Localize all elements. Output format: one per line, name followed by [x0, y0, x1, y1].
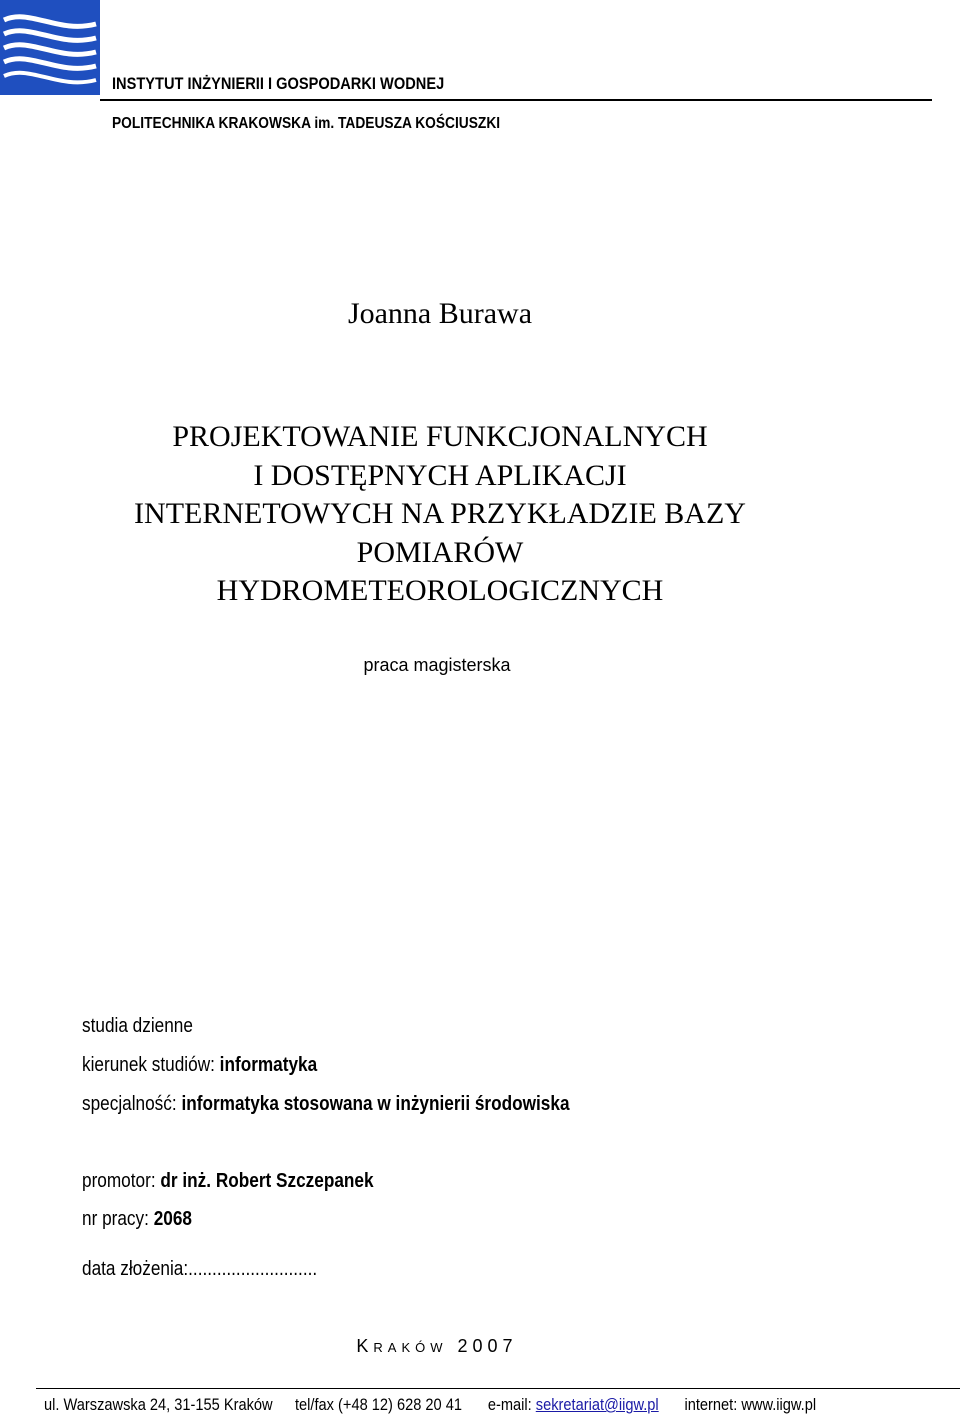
author-name: Joanna Burawa [347, 297, 533, 330]
thesis-type: praca magisterska [363, 655, 511, 675]
city-year: Kraków 2007 [356, 1336, 518, 1356]
footer-address: ul. Warszawska 24, 31-155 Kraków [44, 1395, 273, 1414]
supervisor-value: dr inż. Robert Szczepanek [160, 1170, 374, 1192]
institute-name: INSTYTUT INŻYNIERII I GOSPODARKI WODNEJ [112, 74, 445, 93]
title-line: I DOSTĘPNYCH APLIKACJI [253, 458, 627, 492]
institute-wave-logo-icon [0, 0, 100, 95]
footer-email-label: e-mail: [487, 1395, 532, 1414]
title-line: HYDROMETEOROLOGICZNYCH [216, 574, 664, 607]
wave-logo-graphic [0, 0, 100, 95]
header-divider [100, 99, 932, 101]
specialty [82, 1093, 570, 1116]
thesis-number-label: nr pracy: [82, 1208, 149, 1230]
field-of-study [82, 1054, 317, 1077]
title-line: INTERNETOWYCH NA PRZYKŁADZIE BAZY [134, 497, 746, 530]
submission-value: ........................... [188, 1258, 318, 1280]
university-name: POLITECHNIKA KRAKOWSKA im. TADEUSZA KOŚCIUSZKI [112, 115, 501, 132]
title-line: POMIARÓW [356, 535, 524, 569]
title-line: PROJEKTOWANIE FUNKCJONALNYCH [172, 420, 708, 453]
thesis-number [82, 1208, 192, 1231]
field-label: kierunek studiów: [82, 1054, 215, 1076]
supervisor [82, 1170, 374, 1193]
thesis-title [0, 418, 880, 611]
specialty-label: specjalność: [82, 1093, 177, 1115]
study-mode: studia dzienne [82, 1015, 193, 1037]
footer-email-link[interactable]: sekretariat@iigw.pl [535, 1395, 659, 1414]
footer-internet: internet: www.iigw.pl [684, 1395, 817, 1414]
specialty-value: informatyka stosowana w inżynierii środowiska [181, 1093, 570, 1115]
submission-date [82, 1258, 317, 1281]
footer-divider [36, 1388, 960, 1389]
field-value: informatyka [219, 1054, 318, 1076]
submission-label: data złożenia: [82, 1258, 189, 1280]
footer-telfax: tel/fax (+48 12) 628 20 41 [294, 1395, 463, 1414]
footer-contact [44, 1395, 816, 1415]
thesis-number-value: 2068 [153, 1208, 192, 1230]
supervisor-label: promotor: [82, 1170, 156, 1192]
